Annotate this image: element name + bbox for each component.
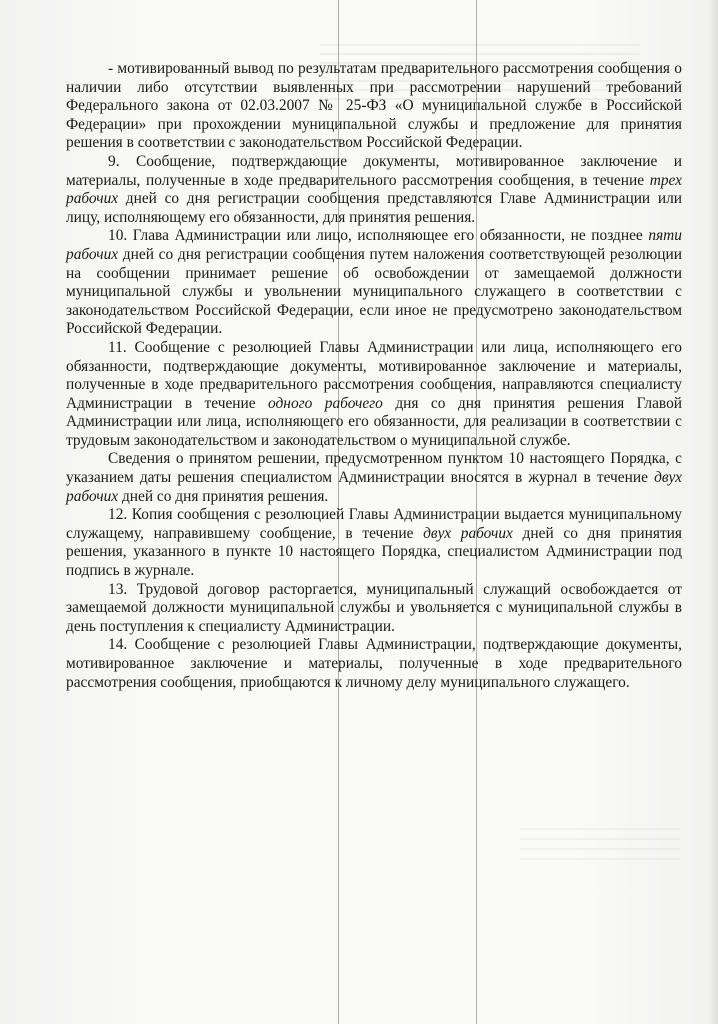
paragraph-text: 9. Сообщение, подтверждающие документы, мотивированное заключение и материалы, полученные в ходе предварительного рассмотрения сообщения, в течение	[66, 152, 682, 189]
paragraph-text: дней со дня принятия решения.	[118, 487, 329, 505]
paragraph-text: 13. Трудовой договор расторгается, муниципальный служащий освобождается от замещаемой должности муниципальной службы и увольняется с муниципальной службы в день поступления к специалисту Администрации.	[66, 580, 682, 635]
paragraph-text: 11. Сообщение с резолюцией Главы Администрации или лица, исполняющего его обязанности, подтверждающие документы, мотивированное заключение и материалы, полученные в ходе предварительного рассмотрения сообщения, направляются специалисту Администрации в течение	[66, 338, 682, 412]
paragraph-text: дней со дня принятия решения, указанного в пункте 10 настоящего Порядка, специалистом Администрации под подпись в журнале.	[66, 524, 682, 580]
italic-term: пяти рабочих	[66, 227, 682, 263]
paragraph-text: 12. Копия сообщения с резолюцией Главы Администрации выдается муниципальному служащему, направившему сообщение, в течение	[66, 506, 682, 542]
paragraph-12	[66, 506, 682, 580]
paragraph-text: дня со дня принятия решения Главой Администрации или лица, исполняющего его обязанности, для реализации в соответствии с трудовым законодательством и законодательством о муниципальной службе.	[66, 394, 682, 449]
paragraph-text: 14. Сообщение с резолюцией Главы Администрации, подтверждающие документы, мотивированное заключение и материалы, полученные в ходе предварительного рассмотрения сообщения, приобщаются к личному делу муниципального служащего.	[66, 636, 682, 691]
paragraph-text: 10. Глава Администрации или лицо, исполняющее его обязанности, не позднее	[108, 227, 649, 245]
italic-term: трех рабочих	[66, 171, 682, 208]
paragraph-text: дней со дня регистрации сообщения путем наложения соответствующей резолюции на сообщении принимает решение об освобождении от замещаемой должности муниципальной службы и увольнении муниципального служащего в соответствии с законодательством Российской Федерации, если иное не предусмотрено законодательством Российской Федерации.	[66, 245, 682, 338]
paragraph-text: дней со дня регистрации сообщения представляются Главе Администрации или лицу, исполняющему его обязанности, для принятия решения.	[66, 190, 682, 226]
paragraph-conclusion	[66, 60, 682, 153]
document-body	[66, 60, 682, 692]
italic-term: двух рабочих	[423, 524, 513, 542]
bleed-through-text-lower	[520, 820, 680, 860]
page-edge-shadow	[708, 0, 718, 1024]
paragraph-10	[66, 227, 682, 339]
paragraph-text: - мотивированный вывод по результатам предварительного рассмотрения сообщения о наличии либо отсутствии выявленных при рассмотрении нарушений требований Федерального закона от 02.03.2007 № 25-ФЗ «О муниципальной службе в Российской Федерации» при прохождении муниципальной службы и предложение для принятия решения в соответствии с законодательством Российской Федерации.	[66, 60, 682, 152]
paragraph-11	[66, 339, 682, 451]
paragraph-text: Сведения о принятом решении, предусмотренном пунктом 10 настоящего Порядка, с указанием даты решения специалистом Администрации вносятся в журнал в течение	[66, 450, 682, 487]
italic-term: одного рабочего	[268, 394, 383, 412]
paragraph-14	[66, 636, 682, 692]
paragraph-9	[66, 153, 682, 227]
italic-term: двух рабочих	[66, 469, 682, 505]
paragraph-13	[66, 581, 682, 637]
paragraph-11b	[66, 450, 682, 506]
